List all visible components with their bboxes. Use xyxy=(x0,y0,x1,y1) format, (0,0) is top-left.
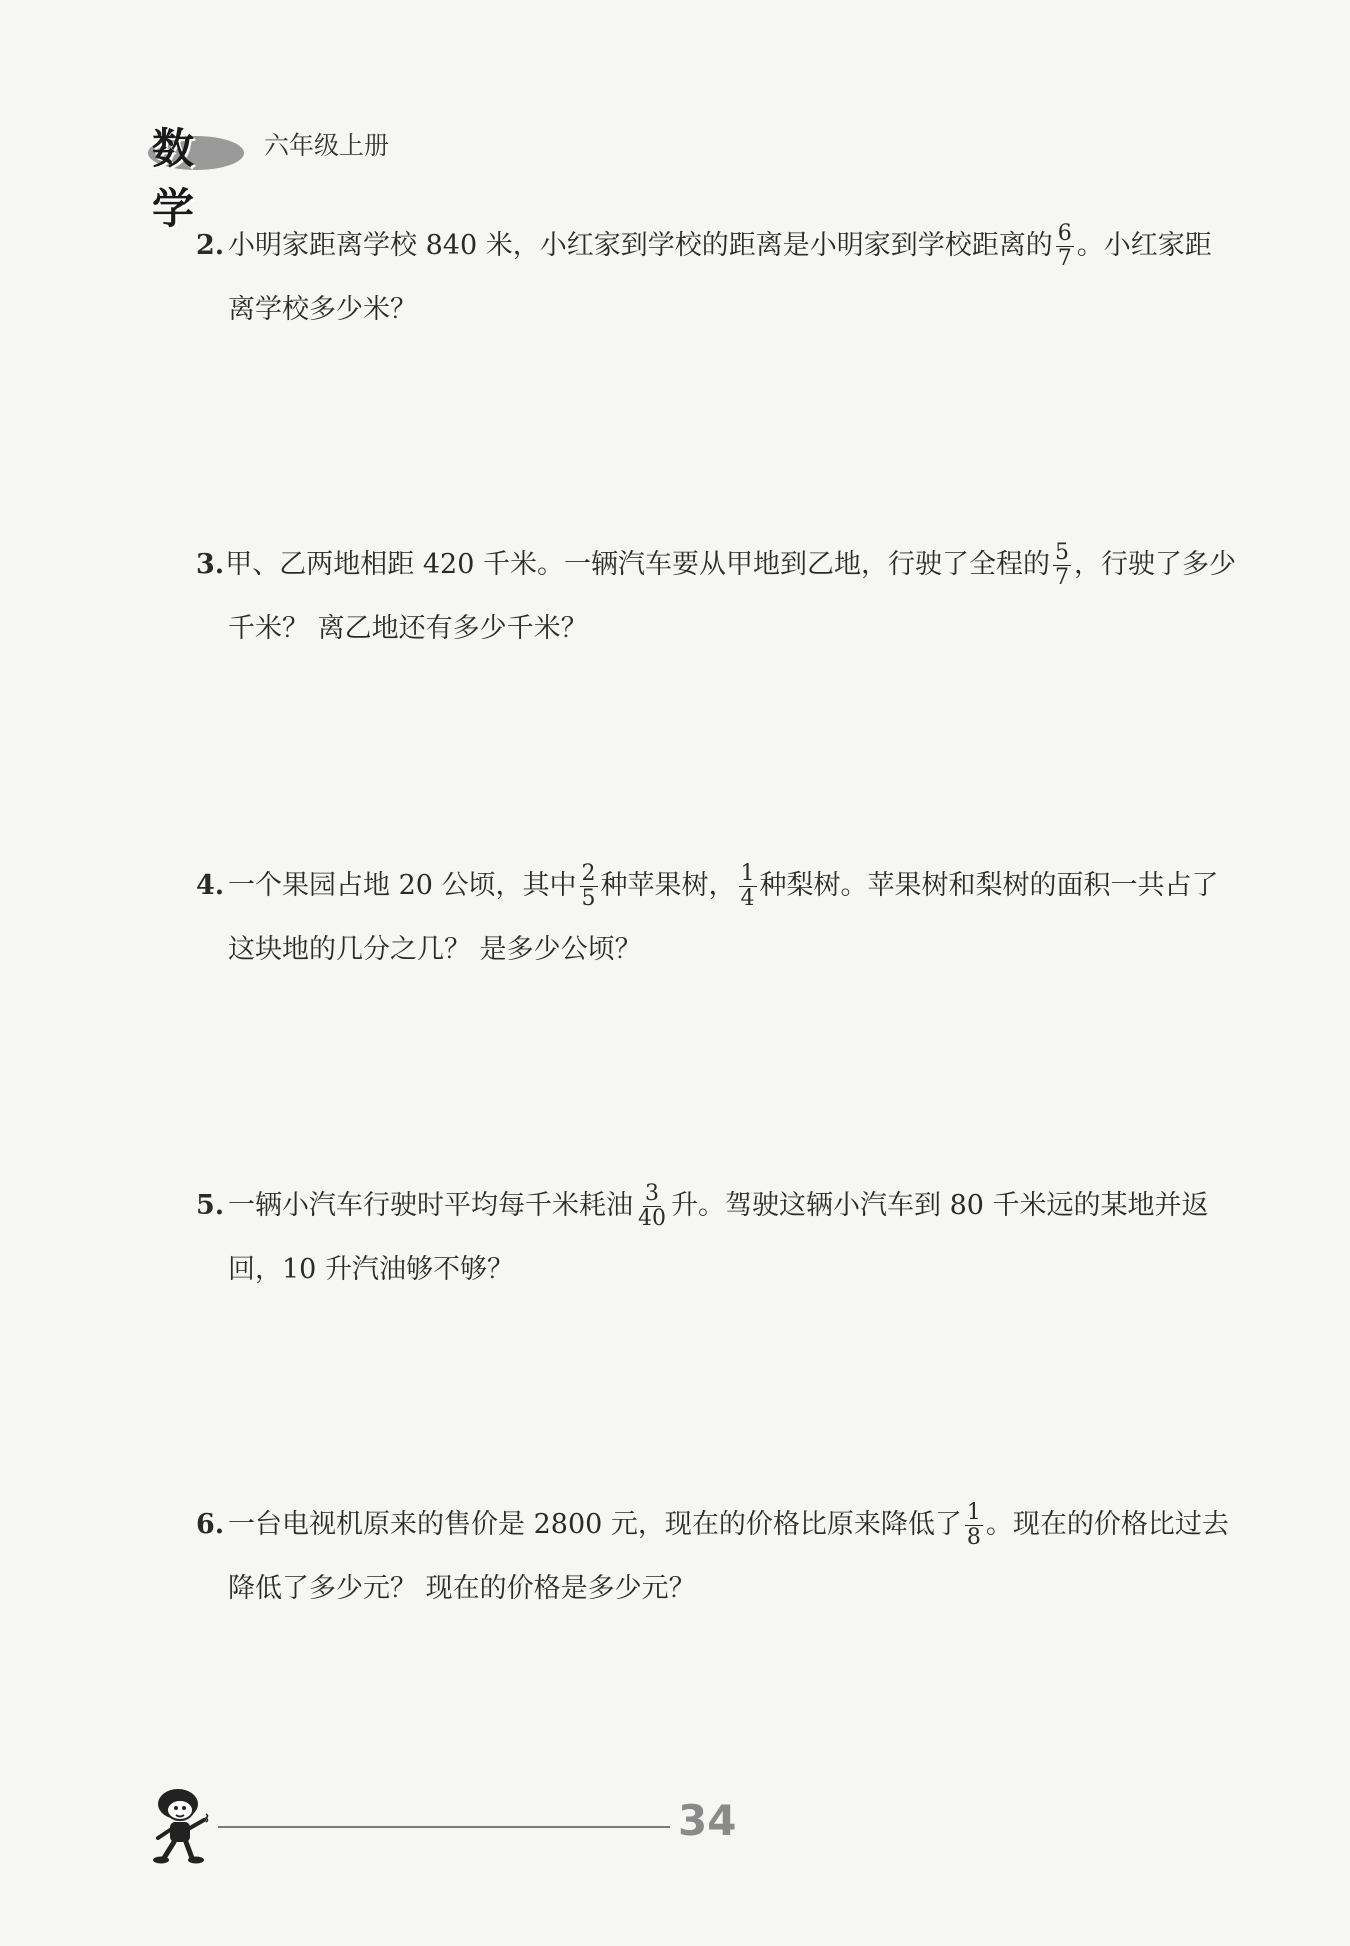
question-line-2: 降低了多少元？ 现在的价格是多少元？ xyxy=(228,1573,696,1604)
numerator: 1 xyxy=(740,860,755,886)
subject-title: 数学 xyxy=(152,124,199,233)
fraction xyxy=(1056,222,1074,271)
question-text: 一台电视机原来的售价是 2800 元，现在的价格比原来降低了 xyxy=(228,1509,962,1540)
question-text: 种苹果树， xyxy=(600,870,736,901)
question-text: 小明家距离学校 840 米，小红家到学校的距离是小明家到学校距离的 xyxy=(228,230,1053,261)
question-text: 升。驾驶这辆小汽车到 80 千米远的某地并返 xyxy=(671,1190,1209,1221)
denominator: 4 xyxy=(740,885,755,911)
question-line-2: 回，10 升汽油够不够？ xyxy=(228,1254,514,1285)
fraction xyxy=(1053,541,1071,590)
question-text: 甲、乙两地相距 420 千米。一辆汽车要从甲地到乙地，行驶了全程的 xyxy=(225,549,1050,580)
denominator: 7 xyxy=(1057,245,1072,271)
fraction xyxy=(965,1501,983,1550)
question-text: 种梨树。苹果树和梨树的面积一共占了 xyxy=(759,870,1219,901)
cartoon-boy-icon xyxy=(146,1784,214,1864)
question-text: 。现在的价格比过去 xyxy=(985,1509,1229,1540)
question-number: 3. xyxy=(196,549,225,580)
numerator: 3 xyxy=(645,1180,659,1206)
question-text: 。小红家距 xyxy=(1076,230,1212,261)
question-line-1 xyxy=(196,1180,1236,1231)
denominator: 40 xyxy=(638,1205,666,1231)
page-number: 34 xyxy=(678,1796,737,1845)
question-2 xyxy=(196,220,1236,330)
question-3 xyxy=(196,539,1236,649)
grade-label: 六年级上册 xyxy=(264,131,390,160)
numerator: 2 xyxy=(581,860,596,886)
question-text: ，行驶了多少 xyxy=(1074,549,1236,580)
question-number: 6. xyxy=(196,1509,225,1540)
numerator: 6 xyxy=(1057,220,1072,246)
denominator: 5 xyxy=(581,885,596,911)
fraction xyxy=(739,862,757,911)
denominator: 7 xyxy=(1055,564,1069,590)
question-number: 2. xyxy=(196,230,225,261)
question-line-2: 离学校多少米？ xyxy=(228,294,417,325)
question-4 xyxy=(196,860,1236,970)
question-text: 一个果园占地 20 公顷，其中 xyxy=(228,870,577,901)
question-line-2: 千米？ 离乙地还有多少千米？ xyxy=(228,613,588,644)
denominator: 8 xyxy=(966,1524,981,1550)
question-5 xyxy=(196,1180,1236,1290)
footer-rule xyxy=(218,1826,670,1828)
numerator: 5 xyxy=(1055,539,1069,565)
question-line-1 xyxy=(196,539,1236,590)
question-line-1 xyxy=(196,1499,1236,1550)
question-line-1 xyxy=(196,220,1236,271)
question-number: 5. xyxy=(196,1190,225,1221)
question-number: 4. xyxy=(196,870,225,901)
numerator: 1 xyxy=(966,1499,981,1525)
fraction xyxy=(580,862,598,911)
question-line-2: 这块地的几分之几？ 是多少公顷？ xyxy=(228,934,642,965)
question-line-1 xyxy=(196,860,1236,911)
question-6 xyxy=(196,1499,1236,1609)
question-text: 一辆小汽车行驶时平均每千米耗油 xyxy=(228,1190,633,1221)
fraction xyxy=(636,1182,668,1231)
